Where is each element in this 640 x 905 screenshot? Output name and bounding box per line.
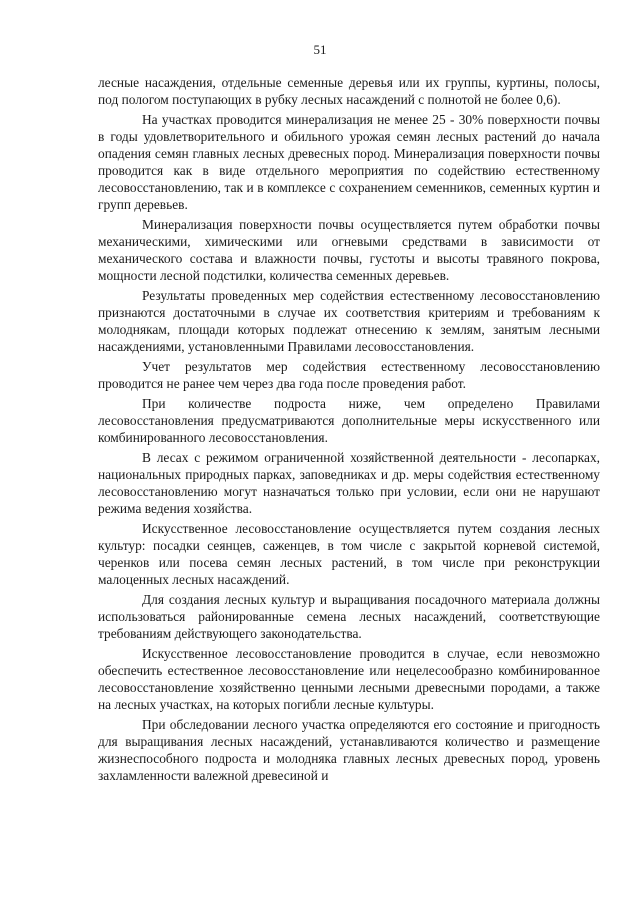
document-body xyxy=(98,74,600,787)
paragraph-8: Искусственное лесовосстановление осуществляется путем создания лесных культур: посадки сеянцев, саженцев, в том числе с закрытой корневой системой, черенков или посева семян лесных растений, в том числе при реконструкции малоценных лесных насаждений. xyxy=(98,521,600,587)
paragraph-11: При обследовании лесного участка определяются его состояние и пригодность для выращивания лесных насаждений, устанавливаются количество и размещение жизнеспособного подроста и молодняка главных лесных древесных пород, уровень захламленности валежной древесиной и xyxy=(98,717,600,783)
paragraph-10: Искусственное лесовосстановление проводится в случае, если невозможно обеспечить естественное лесовосстановление или нецелесообразно комбинированное лесовосстановление хозяйственно ценными лесными древесными породами, а также на лесных участках, на которых погибли лесные культуры. xyxy=(98,646,600,712)
paragraph-5: Учет результатов мер содействия естественному лесовосстановлению проводится не ранее чем через два года после проведения работ. xyxy=(98,359,600,391)
paragraph-1: лесные насаждения, отдельные семенные деревья или их группы, куртины, полосы, под пологом поступающих в рубку лесных насаждений с полнотой не более 0,6). xyxy=(98,75,600,107)
page-number: 51 xyxy=(313,42,327,57)
paragraph-4: Результаты проведенных мер содействия естественному лесовосстановлению признаются достаточными в случае их соответствия критериям и требованиям к молоднякам, площади которых подлежат отнесению к землям, занятым лесными насаждениями, установленными Правилами лесовосстановления. xyxy=(98,288,600,354)
paragraph-3: Минерализация поверхности почвы осуществляется путем обработки почвы механическими, химическими или огневыми средствами в зависимости от механического состава и влажности почвы, густоты и высоты травяного покрова, мощности лесной подстилки, количества семенных деревьев. xyxy=(98,217,600,283)
paragraph-7: В лесах с режимом ограниченной хозяйственной деятельности - лесопарках, национальных природных парках, заповедниках и др. меры содействия естественному лесовосстановлению могут назначаться только при условии, если они не нарушают режима ведения хозяйства. xyxy=(98,450,600,516)
paragraph-2: На участках проводится минерализация не менее 25 - 30% поверхности почвы в годы удовлетворительного и обильного урожая семян лесных растений до начала опадения семян главных лесных древесных пород. Минерализация поверхности почвы проводится как в виде отдельного мероприятия по содействию естественному лесовосстановлению, так и в комплексе с сохранением семенников, семенных куртин и групп деревьев. xyxy=(98,112,600,212)
paragraph-6: При количестве подроста ниже, чем определено Правилами лесовосстановления предусматриваются дополнительные меры искусственного или комбинированного лесовосстановления. xyxy=(98,396,600,445)
paragraph-9: Для создания лесных культур и выращивания посадочного материала должны использоваться районированные семена лесных насаждений, соответствующие требованиям действующего законодательства. xyxy=(98,592,600,641)
